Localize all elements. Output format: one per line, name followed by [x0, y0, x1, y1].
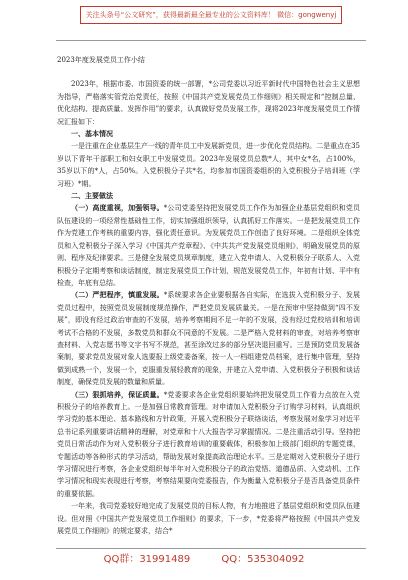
- section-heading-methods: 二、主要做法: [71, 191, 113, 201]
- intro-paragraph: 2023年，根据市委、市国资委的统一部署，*公司党委以习近平新时代中国特色社会主义思想为指导，严格落实管党治党责任，按照《中国共产党发展党员工作细则》相关规定和“控制总量、优化结构、提高质量、发挥作用”的要求，认真做好党员发展工作，现将2023年度发展党员工作情况汇报如下：: [57, 80, 360, 126]
- method-paragraph-2: [57, 289, 360, 388]
- basic-situation-paragraph: 一是注重在企业基层生产一线的青年员工中发展新党员，进一步优化党员结构。二是重点在35岁以下青年干部职工和妇女职工中发展党员。2023年发展党员总数*人，其中女*名，占100%，35岁以下的*人，占50%。入党积极分子共*名，均参加市国资委组织的入党积极分子培训班（学习班）*期。: [57, 142, 360, 188]
- footer-qq-contact: QQ：535304092: [221, 554, 305, 565]
- method-paragraph-3: [57, 389, 360, 501]
- header-rule: [56, 40, 366, 41]
- method-heading-3: （三）狠抓培养，保证质量。: [71, 389, 164, 399]
- section-heading-basic: 一、基本情况: [71, 129, 113, 139]
- footer-qq-group: QQ群：31991489: [103, 554, 191, 565]
- document-body: [57, 54, 360, 544]
- promo-banner: 关注头条号“公文研究”，获得最新最全最专业的公文资料库！ 微信：gongwenyj: [80, 6, 342, 24]
- document-title: 2023年度发展党员工作小结: [57, 56, 145, 64]
- method-text-2: *系统要求各企业要根据各自实际，在选拔入党积极分子、发展党员过程中，按照党员发展制度规范操作，严把党员发展质量关。一是在预审中坚持做到“四不发展”，即没有经过政治审查的不发展，培养考察期间不足一年的不发展，没有经过党校培训和培训考试不合格的不发展，多数党员和群众不同意的不发展。二是严格入党材料的审查，对培养考察审查材料、入党志愿书等文字书写不规范，甚至涂改过多的部分坚决退回重写。三是预防党员发展备案制，要求党员发展对象人选要报上级党委备案，按一人一档组建党员档案，进行集中管理，坚持做到成熟一个，发展一个，克服重发展轻教育的现象，并建立入党申请、入党积极分子积极和谈话制度，确保党员发展的数量和质量。: [57, 291, 360, 387]
- method-paragraph-1: [57, 202, 360, 289]
- method-heading-2: （二）严把程序，慎重发展。: [71, 290, 164, 300]
- footer-rule: [56, 548, 366, 549]
- method-text-3: *党委要求各企业党组织要始终把发展党员工作看力点放在入党积极分子的培养教育上。一是加强日常教育管理。对申请加入党积极分子订购学习材料，认真组织学习党的基本理论、基本路线和方针政策，开展入党积极分子联络谈话，考察发展对象学习对近平总书记系列重要讲话精神的理解，对党章和十八大报告学习掌握情况。二是注重活动引导。坚持把党员日常活动作为对入党积极分子进行教育培训的重要载体，积极参加上级部门组织的专题党课，专题活动等各种形式的学习活动，帮助发展对象提高政治理论水平。三是定期对入党积极分子进行学习情况进行考察，各企业党组织每半年对入党积极分子的政治觉悟、道德品质、入党动机、工作学习情况和现实表现进行考察，考察结果要向党委报告，作为衡量入党积极分子是否具备党员条件的重要依据。: [57, 390, 360, 498]
- footer: [0, 553, 408, 567]
- closing-paragraph: 一年来，我司党委较好地完成了发展党员的目标人物，有力地推进了基层党组织和党员队伍建设。但对照《中国共产党发展党员工作细则》的要求，下一步，*党委将严格按照《中国共产党发展党员工作细则》的规定要求，结合*: [57, 502, 360, 536]
- method-text-1: *公司党委坚持把发展党员工作作为加强企业基层党组织和党员队伍建设的一项经常性基础性工作，切实加强组织领导，认真抓好工作落实。一是把发展党员工作作为党建工作考核的重要内容，强化责任意识。为发展党员工作创造了良好环境。二是组织全体党员和入党积极分子深入学习《中国共产党章程》、《中共共产党发展党员细则》，明确发展党员的原则、程序及纪律要求。三是健全发展党员规章制度，建立入党申请人、入党积极分子联系人、入党积极分子定期考察和谈话制度，制定发展党员工作计划，规范发展党员工作，年初有计划、平中有检查，年底有总结。: [57, 204, 360, 287]
- method-heading-1: （一）高度重视，加强领导。: [71, 203, 164, 213]
